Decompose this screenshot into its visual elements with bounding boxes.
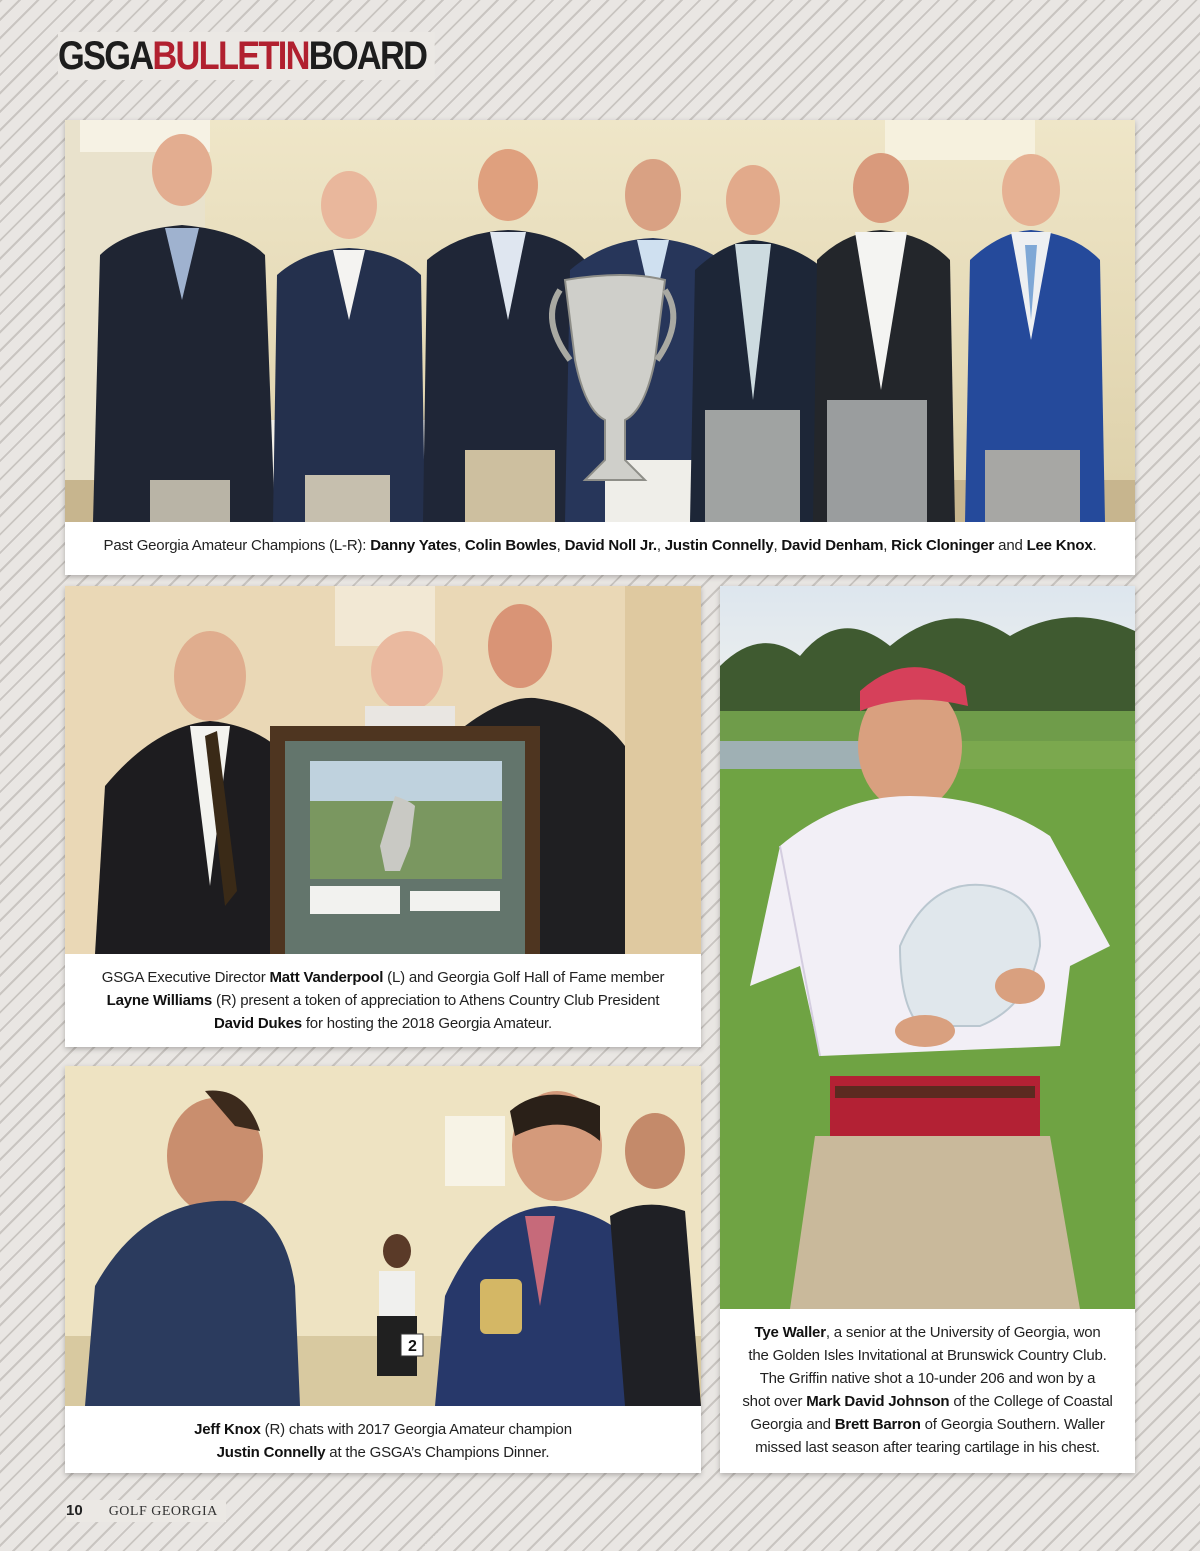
tye-waller-photo-panel [720, 586, 1135, 1473]
caption-text: of the College of Coastal [949, 1393, 1113, 1410]
champions-caption [65, 534, 1135, 557]
caption-name: Lee Knox [1026, 537, 1093, 554]
caption-text: shot over [742, 1393, 807, 1410]
caption-name: Tye Waller [754, 1324, 826, 1341]
caption-text: (L) and Georgia Golf Hall of Fame member [383, 969, 665, 986]
caption-line [728, 1321, 1127, 1344]
caption-line [65, 1418, 701, 1441]
caption-name: Mark David Johnson [806, 1393, 950, 1410]
appreciation-photo [65, 586, 701, 954]
caption-text: , a senior at the University of Georgia, won [825, 1324, 1101, 1341]
appreciation-caption [65, 966, 701, 1035]
table-number: 2 [408, 1338, 417, 1355]
page-number: 10 [66, 1502, 83, 1519]
caption-name: Colin Bowles [464, 537, 557, 554]
caption-line: The Griffin native shot a 10-under 206 and won by a [759, 1370, 1096, 1387]
caption-line: missed last season after tearing cartilage in his chest. [755, 1439, 1100, 1456]
masthead-title [58, 32, 435, 80]
dinner-photo [65, 1066, 701, 1406]
caption-line [65, 966, 701, 989]
tye-waller-caption [728, 1321, 1127, 1459]
caption-text: GSGA Executive Director [101, 969, 270, 986]
appreciation-photo-panel [65, 586, 701, 1047]
caption-text: (R) chats with 2017 Georgia Amateur champion [260, 1421, 572, 1438]
caption-text: , [656, 537, 665, 554]
dinner-photo-panel [65, 1066, 701, 1473]
caption-text: . [1092, 537, 1097, 554]
caption-text: at the GSGA’s Champions Dinner. [325, 1444, 550, 1461]
caption-text: of Georgia Southern. Waller [920, 1416, 1105, 1433]
caption-line [65, 989, 701, 1012]
caption-text: (R) present a token of appreciation to Athens Country Club President [212, 992, 660, 1009]
caption-line: the Golden Isles Invitational at Brunswick Country Club. [748, 1347, 1107, 1364]
caption-name: Brett Barron [834, 1416, 921, 1433]
caption-name: Rick Cloninger [891, 537, 995, 554]
caption-text: and [994, 537, 1027, 554]
dinner-caption [65, 1418, 701, 1464]
caption-name: Danny Yates [370, 537, 457, 554]
caption-line [728, 1390, 1127, 1413]
caption-name: Layne Williams [106, 992, 213, 1009]
champions-group-photo [65, 120, 1135, 522]
caption-line [65, 1012, 701, 1035]
page-footer [66, 1500, 226, 1522]
caption-text: , [456, 537, 465, 554]
caption-text: , [773, 537, 782, 554]
caption-name: Jeff Knox [194, 1421, 261, 1438]
caption-text: , [556, 537, 565, 554]
caption-name: David Noll Jr. [564, 537, 657, 554]
tye-waller-photo [720, 586, 1135, 1309]
champions-photo-panel [65, 120, 1135, 575]
caption-line [728, 1413, 1127, 1436]
caption-name: Justin Connelly [664, 537, 774, 554]
caption-name: Justin Connelly [216, 1444, 326, 1461]
caption-text: Past Georgia Amateur Champions (L-R): [103, 537, 371, 554]
masthead-gsga: GSGA [58, 34, 153, 78]
caption-name: Matt Vanderpool [269, 969, 384, 986]
caption-text: Georgia and [750, 1416, 835, 1433]
caption-name: David Dukes [214, 1015, 302, 1032]
caption-text: , [883, 537, 892, 554]
masthead-bulletin: BULLETIN [152, 34, 309, 78]
magazine-name: GOLF GEORGIA [108, 1504, 218, 1519]
caption-line [65, 1441, 701, 1464]
caption-name: David Denham [781, 537, 884, 554]
caption-text: for hosting the 2018 Georgia Amateur. [301, 1015, 552, 1032]
masthead-board: BOARD [308, 34, 427, 78]
